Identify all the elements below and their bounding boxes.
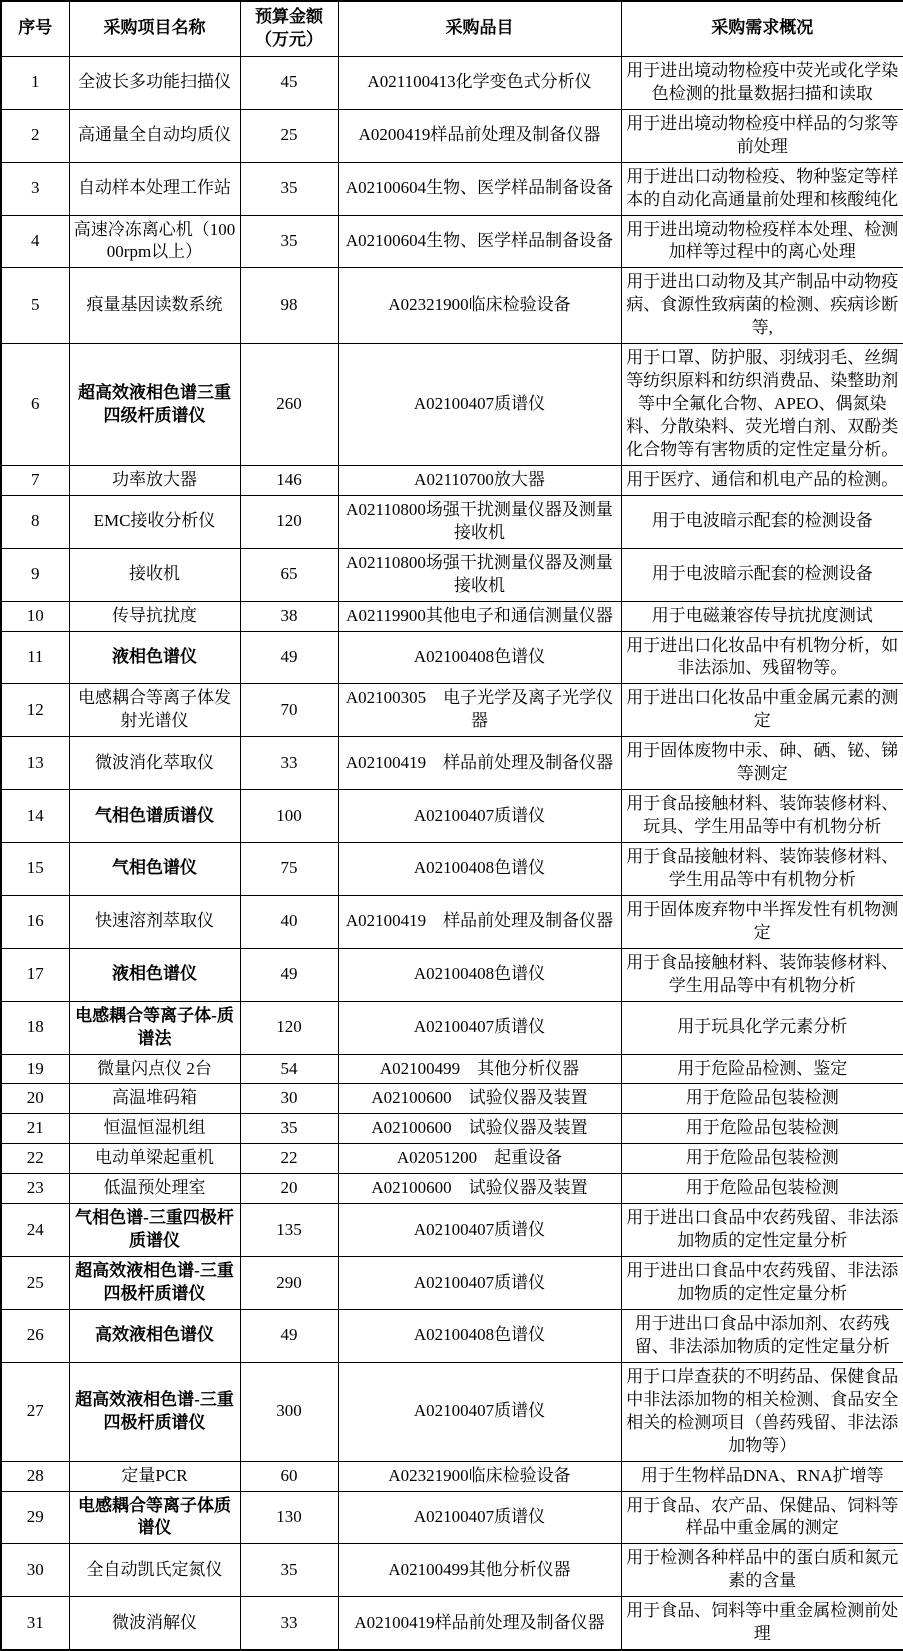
- header-row: [1, 1, 903, 56]
- table-row: [1, 465, 903, 495]
- row-index: 13: [1, 737, 69, 790]
- project-name: 微量闪点仪 2台: [69, 1054, 240, 1084]
- budget-amount: 20: [240, 1174, 338, 1204]
- demand-summary: 用于进出口食品中添加剂、农药残留、非法添加物质的定性定量分析: [621, 1309, 903, 1362]
- budget-amount: 120: [240, 1001, 338, 1054]
- demand-summary: 用于进出境动物检疫样本处理、检测加样等过程中的离心处理: [621, 215, 903, 268]
- demand-summary: 用于进出境动物检疫中样品的匀浆等前处理: [621, 109, 903, 162]
- table-row: [1, 109, 903, 162]
- budget-amount: 35: [240, 215, 338, 268]
- budget-amount: 40: [240, 895, 338, 948]
- project-name: 液相色谱仪: [69, 631, 240, 684]
- procurement-item: A02100499其他分析仪器: [338, 1544, 621, 1597]
- procurement-item: A02100499 其他分析仪器: [338, 1054, 621, 1084]
- demand-summary: 用于危险品包装检测: [621, 1084, 903, 1114]
- demand-summary: 用于玩具化学元素分析: [621, 1001, 903, 1054]
- project-name: 高通量全自动均质仪: [69, 109, 240, 162]
- row-index: 19: [1, 1054, 69, 1084]
- procurement-item: A02100407质谱仪: [338, 1001, 621, 1054]
- demand-summary: 用于固体废弃物中半挥发性有机物测定: [621, 895, 903, 948]
- row-index: 6: [1, 344, 69, 466]
- row-index: 31: [1, 1597, 69, 1650]
- budget-amount: 70: [240, 684, 338, 737]
- procurement-item: A02100407质谱仪: [338, 1362, 621, 1461]
- col-header-item: 采购品目: [338, 1, 621, 56]
- row-index: 20: [1, 1084, 69, 1114]
- procurement-item: A02100407质谱仪: [338, 1257, 621, 1310]
- procurement-item: A02100600 试验仪器及装置: [338, 1084, 621, 1114]
- procurement-item: A02110800场强干扰测量仪器及测量接收机: [338, 548, 621, 601]
- row-index: 29: [1, 1491, 69, 1544]
- row-index: 8: [1, 495, 69, 548]
- project-name: 超高效液相色谱三重四级杆质谱仪: [69, 344, 240, 466]
- procurement-item: A02100305 电子光学及离子光学仪器: [338, 684, 621, 737]
- budget-amount: 260: [240, 344, 338, 466]
- demand-summary: 用于进出口食品中农药残留、非法添加物质的定性定量分析: [621, 1204, 903, 1257]
- demand-summary: 用于食品接触材料、装饰装修材料、玩具、学生用品等中有机物分析: [621, 790, 903, 843]
- procurement-item: A02051200 起重设备: [338, 1144, 621, 1174]
- budget-amount: 60: [240, 1461, 338, 1491]
- budget-amount: 100: [240, 790, 338, 843]
- budget-amount: 120: [240, 495, 338, 548]
- project-name: 超高效液相色谱-三重四极杆质谱仪: [69, 1257, 240, 1310]
- demand-summary: 用于进出口动物及其产制品中动物疫病、食源性致病菌的检测、疾病诊断等,: [621, 268, 903, 344]
- table-row: [1, 1544, 903, 1597]
- project-name: 接收机: [69, 548, 240, 601]
- col-header-project-name: 采购项目名称: [69, 1, 240, 56]
- budget-amount: 49: [240, 1309, 338, 1362]
- project-name: 高速冷冻离心机（10000rpm以上）: [69, 215, 240, 268]
- procurement-item: A02110700放大器: [338, 465, 621, 495]
- demand-summary: 用于进出境动物检疫中荧光或化学染色检测的批量数据扫描和读取: [621, 56, 903, 109]
- row-index: 3: [1, 162, 69, 215]
- procurement-item: A02100600 试验仪器及装置: [338, 1114, 621, 1144]
- table-row: [1, 1362, 903, 1461]
- table-row: [1, 1597, 903, 1650]
- procurement-item: A02321900临床检验设备: [338, 268, 621, 344]
- procurement-item: A02100408色谱仪: [338, 948, 621, 1001]
- row-index: 26: [1, 1309, 69, 1362]
- project-name: 电感耦合等离子体质谱仪: [69, 1491, 240, 1544]
- table-row: [1, 1174, 903, 1204]
- demand-summary: 用于电磁兼容传导抗扰度测试: [621, 601, 903, 631]
- budget-amount: 49: [240, 948, 338, 1001]
- col-header-budget: 预算金额（万元）: [240, 1, 338, 56]
- demand-summary: 用于危险品检测、鉴定: [621, 1054, 903, 1084]
- procurement-item: A02100419 样品前处理及制备仪器: [338, 737, 621, 790]
- row-index: 16: [1, 895, 69, 948]
- project-name: 痕量基因读数系统: [69, 268, 240, 344]
- budget-amount: 300: [240, 1362, 338, 1461]
- demand-summary: 用于危险品包装检测: [621, 1144, 903, 1174]
- demand-summary: 用于固体废物中汞、砷、硒、铋、锑等测定: [621, 737, 903, 790]
- procurement-item: A02100407质谱仪: [338, 344, 621, 466]
- procurement-item: A02100419 样品前处理及制备仪器: [338, 895, 621, 948]
- table-row: [1, 1309, 903, 1362]
- project-name: 电感耦合等离子体发射光谱仪: [69, 684, 240, 737]
- table-row: [1, 495, 903, 548]
- project-name: 快速溶剂萃取仪: [69, 895, 240, 948]
- budget-amount: 25: [240, 109, 338, 162]
- procurement-item: A02119900其他电子和通信测量仪器: [338, 601, 621, 631]
- budget-amount: 33: [240, 737, 338, 790]
- budget-amount: 65: [240, 548, 338, 601]
- project-name: 定量PCR: [69, 1461, 240, 1491]
- demand-summary: 用于食品、饲料等中重金属检测前处理: [621, 1597, 903, 1650]
- procurement-item: A02100408色谱仪: [338, 631, 621, 684]
- col-header-index: 序号: [1, 1, 69, 56]
- demand-summary: 用于进出口化妆品中有机物分析，如非法添加、残留物等。: [621, 631, 903, 684]
- row-index: 27: [1, 1362, 69, 1461]
- budget-amount: 135: [240, 1204, 338, 1257]
- demand-summary: 用于危险品包装检测: [621, 1174, 903, 1204]
- project-name: 恒温恒湿机组: [69, 1114, 240, 1144]
- table-row: [1, 790, 903, 843]
- demand-summary: 用于进出口食品中农药残留、非法添加物质的定性定量分析: [621, 1257, 903, 1310]
- demand-summary: 用于食品接触材料、装饰装修材料、学生用品等中有机物分析: [621, 843, 903, 896]
- table-row: [1, 344, 903, 466]
- procurement-item: A02100407质谱仪: [338, 1491, 621, 1544]
- demand-summary: 用于检测各种样品中的蛋白质和氮元素的含量: [621, 1544, 903, 1597]
- table-row: [1, 1084, 903, 1114]
- row-index: 17: [1, 948, 69, 1001]
- row-index: 7: [1, 465, 69, 495]
- project-name: 全波长多功能扫描仪: [69, 56, 240, 109]
- row-index: 24: [1, 1204, 69, 1257]
- demand-summary: 用于电波暗示配套的检测设备: [621, 548, 903, 601]
- budget-amount: 130: [240, 1491, 338, 1544]
- table-row: [1, 1114, 903, 1144]
- row-index: 4: [1, 215, 69, 268]
- procurement-item: A02110800场强干扰测量仪器及测量接收机: [338, 495, 621, 548]
- budget-amount: 38: [240, 601, 338, 631]
- project-name: EMC接收分析仪: [69, 495, 240, 548]
- table-row: [1, 631, 903, 684]
- project-name: 全自动凯氏定氮仪: [69, 1544, 240, 1597]
- table-row: [1, 948, 903, 1001]
- procurement-item: A0200419样品前处理及制备仪器: [338, 109, 621, 162]
- procurement-item: A02100408色谱仪: [338, 843, 621, 896]
- table-row: [1, 268, 903, 344]
- demand-summary: 用于医疗、通信和机电产品的检测。: [621, 465, 903, 495]
- procurement-item: A02321900临床检验设备: [338, 1461, 621, 1491]
- procurement-item: A02100419样品前处理及制备仪器: [338, 1597, 621, 1650]
- row-index: 25: [1, 1257, 69, 1310]
- procurement-item: A02100600 试验仪器及装置: [338, 1174, 621, 1204]
- table-row: [1, 843, 903, 896]
- demand-summary: 用于口岸查获的不明药品、保健食品中非法添加物的相关检测、食品安全相关的检测项目（兽药残留、非法添加物等）: [621, 1362, 903, 1461]
- procurement-item: A021100413化学变色式分析仪: [338, 56, 621, 109]
- demand-summary: 用于口罩、防护服、羽绒羽毛、丝绸等纺织原料和纺织消费品、染整助剂等中全氟化合物、APEO、偶氮染料、分散染料、荧光增白剂、双酚类化合物等有害物质的定性定量分析。: [621, 344, 903, 466]
- project-name: 高效液相色谱仪: [69, 1309, 240, 1362]
- demand-summary: 用于进出口动物检疫、物种鉴定等样本的自动化高通量前处理和核酸纯化: [621, 162, 903, 215]
- project-name: 气相色谱质谱仪: [69, 790, 240, 843]
- budget-amount: 98: [240, 268, 338, 344]
- row-index: 14: [1, 790, 69, 843]
- budget-amount: 35: [240, 162, 338, 215]
- row-index: 15: [1, 843, 69, 896]
- budget-amount: 35: [240, 1544, 338, 1597]
- project-name: 自动样本处理工作站: [69, 162, 240, 215]
- row-index: 1: [1, 56, 69, 109]
- project-name: 电感耦合等离子体-质谱法: [69, 1001, 240, 1054]
- procurement-item: A02100407质谱仪: [338, 1204, 621, 1257]
- row-index: 28: [1, 1461, 69, 1491]
- table-row: [1, 684, 903, 737]
- procurement-item: A02100408色谱仪: [338, 1309, 621, 1362]
- budget-amount: 290: [240, 1257, 338, 1310]
- project-name: 液相色谱仪: [69, 948, 240, 1001]
- procurement-item: A02100407质谱仪: [338, 790, 621, 843]
- procurement-item: A02100604生物、医学样品制备设备: [338, 162, 621, 215]
- project-name: 微波消解仪: [69, 1597, 240, 1650]
- project-name: 超高效液相色谱-三重四极杆质谱仪: [69, 1362, 240, 1461]
- project-name: 电动单梁起重机: [69, 1144, 240, 1174]
- row-index: 21: [1, 1114, 69, 1144]
- budget-amount: 75: [240, 843, 338, 896]
- table-row: [1, 215, 903, 268]
- demand-summary: 用于生物样品DNA、RNA扩增等: [621, 1461, 903, 1491]
- table-row: [1, 162, 903, 215]
- table-row: [1, 548, 903, 601]
- table-row: [1, 1144, 903, 1174]
- budget-amount: 35: [240, 1114, 338, 1144]
- row-index: 18: [1, 1001, 69, 1054]
- demand-summary: 用于进出口化妆品中重金属元素的测定: [621, 684, 903, 737]
- row-index: 11: [1, 631, 69, 684]
- budget-amount: 146: [240, 465, 338, 495]
- col-header-demand: 采购需求概况: [621, 1, 903, 56]
- demand-summary: 用于危险品包装检测: [621, 1114, 903, 1144]
- row-index: 12: [1, 684, 69, 737]
- table-row: [1, 1001, 903, 1054]
- table-row: [1, 601, 903, 631]
- row-index: 30: [1, 1544, 69, 1597]
- demand-summary: 用于食品接触材料、装饰装修材料、学生用品等中有机物分析: [621, 948, 903, 1001]
- procurement-item: A02100604生物、医学样品制备设备: [338, 215, 621, 268]
- budget-amount: 22: [240, 1144, 338, 1174]
- table-row: [1, 895, 903, 948]
- budget-amount: 30: [240, 1084, 338, 1114]
- project-name: 功率放大器: [69, 465, 240, 495]
- project-name: 气相色谱仪: [69, 843, 240, 896]
- demand-summary: 用于食品、农产品、保健品、饲料等样品中重金属的测定: [621, 1491, 903, 1544]
- project-name: 传导抗扰度: [69, 601, 240, 631]
- row-index: 9: [1, 548, 69, 601]
- row-index: 22: [1, 1144, 69, 1174]
- budget-amount: 45: [240, 56, 338, 109]
- row-index: 2: [1, 109, 69, 162]
- row-index: 5: [1, 268, 69, 344]
- project-name: 微波消化萃取仪: [69, 737, 240, 790]
- demand-summary: 用于电波暗示配套的检测设备: [621, 495, 903, 548]
- table-row: [1, 1204, 903, 1257]
- table-row: [1, 56, 903, 109]
- table-row: [1, 1461, 903, 1491]
- row-index: 23: [1, 1174, 69, 1204]
- table-row: [1, 1491, 903, 1544]
- budget-amount: 54: [240, 1054, 338, 1084]
- row-index: 10: [1, 601, 69, 631]
- budget-amount: 49: [240, 631, 338, 684]
- table-row: [1, 1054, 903, 1084]
- table-body: [1, 56, 903, 1650]
- table-row: [1, 1257, 903, 1310]
- project-name: 气相色谱-三重四极杆质谱仪: [69, 1204, 240, 1257]
- budget-amount: 33: [240, 1597, 338, 1650]
- project-name: 高温堆码箱: [69, 1084, 240, 1114]
- project-name: 低温预处理室: [69, 1174, 240, 1204]
- table-row: [1, 737, 903, 790]
